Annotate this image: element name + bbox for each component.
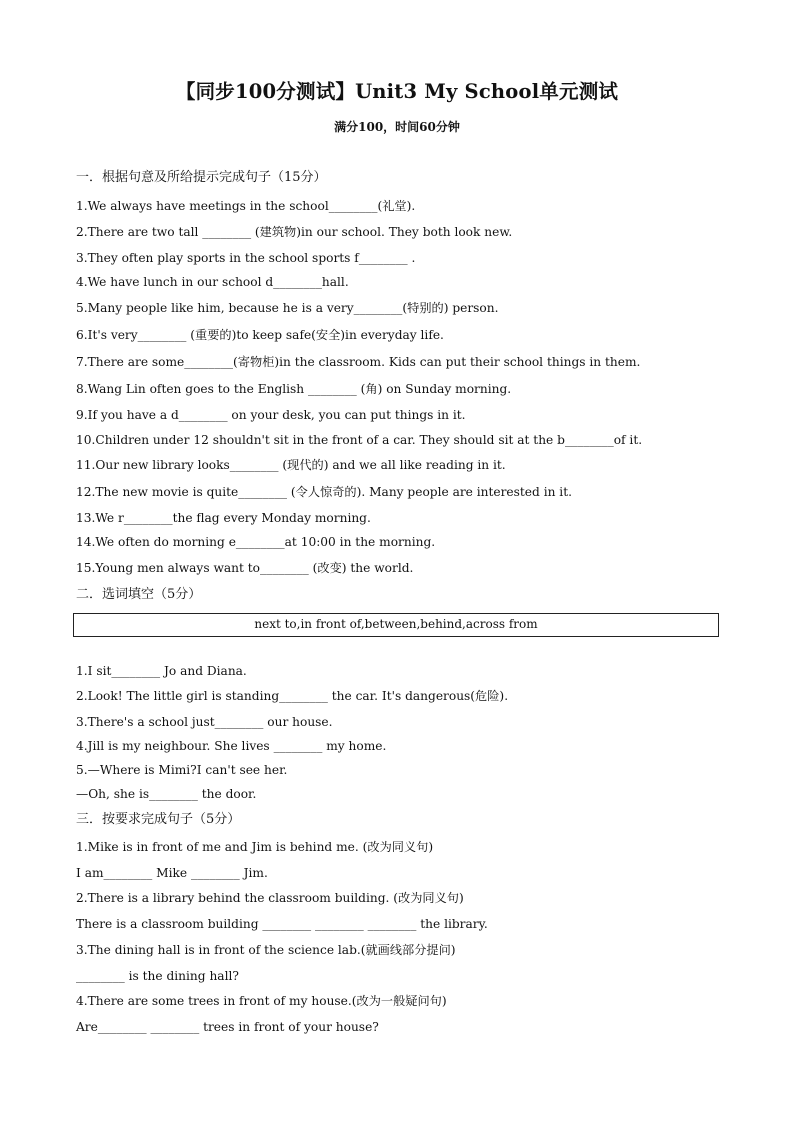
section2-heading: 二．选词填空（5分）	[76, 587, 202, 602]
section1-item: 8.Wang Lin often goes to the English ________ (角) on Sunday morning.	[76, 382, 512, 396]
section1-item: 15.Young men always want to________ (改变) the world.	[76, 561, 414, 575]
page-title: 【同步100分测试】Unit3 My School单元测试	[175, 80, 619, 103]
section2-item: 2.Look! The little girl is standing________ the car. It's dangerous(危险).	[76, 689, 509, 703]
section2-item: 3.There's a school just________ our house.	[76, 715, 333, 729]
page-subtitle: 满分100，时间60分钟	[334, 120, 460, 134]
section1-item: 1.We always have meetings in the school________(礼堂).	[76, 199, 416, 213]
section1-item: 5.Many people like him, because he is a very________(特别的) person.	[76, 301, 499, 315]
section3-heading: 三．按要求完成句子（5分）	[76, 812, 241, 827]
section1-item: 2.There are two tall ________ (建筑物)in our school. They both look new.	[76, 225, 513, 239]
section3-item: Are________ ________ trees in front of your house?	[76, 1020, 379, 1034]
word-bank-box: next to,in front of,between,behind,across from	[73, 613, 719, 637]
section1-item: 3.They often play sports in the school sports f________ .	[76, 251, 416, 265]
section1-item: 14.We often do morning e________at 10:00 in the morning.	[76, 535, 436, 549]
section1-item: 9.If you have a d________ on your desk, you can put things in it.	[76, 408, 466, 422]
section3-item: 2.There is a library behind the classroom building. (改为同义句)	[76, 891, 464, 905]
section1-item: 12.The new movie is quite________ (令人惊奇的). Many people are interested in it.	[76, 485, 572, 499]
section1-item: 13.We r________the flag every Monday morning.	[76, 511, 371, 525]
section3-item: ________ is the dining hall?	[76, 969, 239, 983]
section1-heading: 一．根据句意及所给提示完成句子（15分）	[76, 170, 327, 185]
section1-item: 7.There are some________(寄物柜)in the classroom. Kids can put their school things in them.	[76, 355, 641, 369]
section2-item: 1.I sit________ Jo and Diana.	[76, 664, 247, 678]
section1-item: 4.We have lunch in our school d________hall.	[76, 275, 349, 289]
section3-item: 1.Mike is in front of me and Jim is behind me. (改为同义句)	[76, 840, 434, 854]
section3-item: There is a classroom building ________ ________ ________ the library.	[76, 917, 488, 931]
section1-item: 6.It's very________ (重要的)to keep safe(安全)in everyday life.	[76, 328, 444, 342]
section3-item: 4.There are some trees in front of my house.(改为一般疑问句)	[76, 994, 447, 1008]
section3-item: 3.The dining hall is in front of the science lab.(就画线部分提问)	[76, 943, 456, 957]
section2-item: 4.Jill is my neighbour. She lives ________ my home.	[76, 739, 387, 753]
section1-item: 10.Children under 12 shouldn't sit in the front of a car. They should sit at the b________of it.	[76, 433, 643, 447]
section2-item: 5.—Where is Mimi?I can't see her.	[76, 763, 288, 777]
section1-item: 11.Our new library looks________ (现代的) and we all like reading in it.	[76, 458, 506, 472]
section3-item: I am________ Mike ________ Jim.	[76, 866, 268, 880]
section2-item: —Oh, she is________ the door.	[76, 787, 257, 801]
